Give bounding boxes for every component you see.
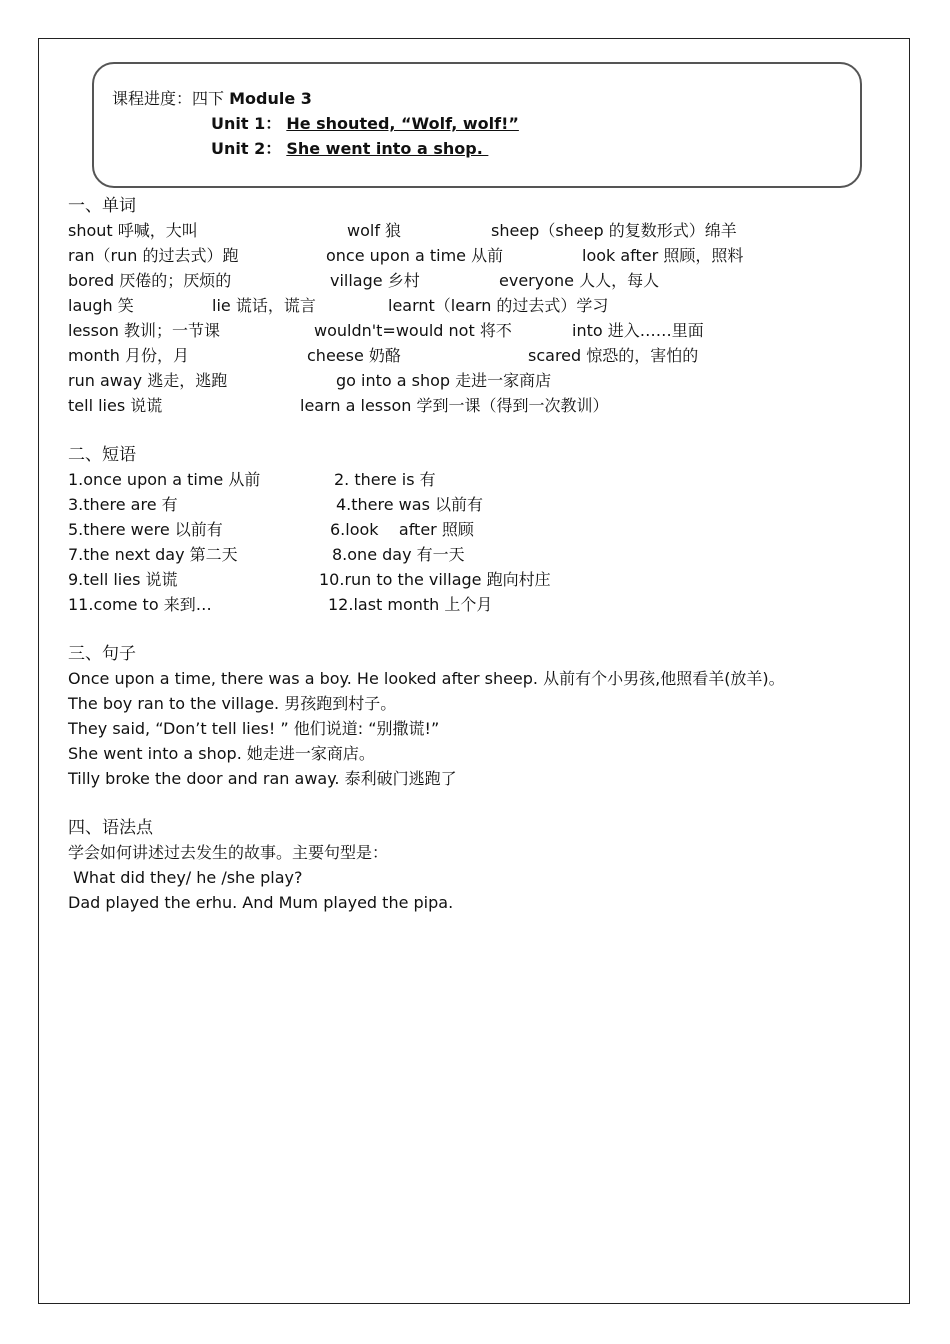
vocab-item: bored 厌倦的；厌烦的 xyxy=(68,271,232,290)
grammar-line: Dad played the erhu. And Mum played the pipa. xyxy=(68,893,454,912)
phrase-item: 1.once upon a time 从前 xyxy=(68,470,261,489)
sentence-line: They said, “Don’t tell lies! ” 他们说道: “别撒谎!” xyxy=(68,719,440,738)
vocab-item: everyone 人人，每人 xyxy=(499,271,660,290)
vocab-item: lie 谎话，谎言 xyxy=(212,296,316,315)
unit2-line xyxy=(211,139,488,159)
unit1-line xyxy=(211,114,519,134)
sentences-heading: 三、句子 xyxy=(68,644,136,664)
phrase-item: 4.there was 以前有 xyxy=(336,495,483,514)
phrase-item: 9.tell lies 说谎 xyxy=(68,570,178,589)
unit2-title: She went into a shop. xyxy=(286,139,489,158)
vocab-item: month 月份，月 xyxy=(68,346,190,365)
vocab-heading: 一、单词 xyxy=(68,196,136,216)
vocab-item: wolf 狼 xyxy=(347,221,402,240)
vocab-item: shout 呼喊，大叫 xyxy=(68,221,198,240)
vocab-item: scared 惊恐的，害怕的 xyxy=(528,346,699,365)
phrase-item: 11.come to 来到… xyxy=(68,595,212,614)
vocab-item: learn a lesson 学到一课（得到一次教训） xyxy=(300,396,609,415)
phrases-heading: 二、短语 xyxy=(68,445,136,465)
progress-label: 课程进度：四下 xyxy=(112,89,225,108)
vocab-item: into 进入……里面 xyxy=(572,321,704,340)
vocab-item: laugh 笑 xyxy=(68,296,134,315)
phrase-item: 6.look after 照顾 xyxy=(330,520,474,539)
module-title: Module 3 xyxy=(229,89,312,108)
phrase-item: 2. there is 有 xyxy=(334,470,436,489)
sentence-line: The boy ran to the village. 男孩跑到村子。 xyxy=(68,694,397,713)
progress-line xyxy=(112,89,312,109)
grammar-line: 学会如何讲述过去发生的故事。主要句型是： xyxy=(68,843,389,862)
unit2-label: Unit 2： xyxy=(211,139,282,158)
vocab-item: lesson 教训；一节课 xyxy=(68,321,220,340)
phrase-item: 12.last month 上个月 xyxy=(328,595,493,614)
phrase-item: 10.run to the village 跑向村庄 xyxy=(319,570,551,589)
vocab-item: go into a shop 走进一家商店 xyxy=(336,371,552,390)
unit1-title: He shouted, “Wolf, wolf!” xyxy=(286,114,519,133)
phrase-item: 7.the next day 第二天 xyxy=(68,545,238,564)
vocab-item: wouldn't=would not 将不 xyxy=(314,321,512,340)
vocab-item: look after 照顾，照料 xyxy=(582,246,744,265)
sentence-line: She went into a shop. 她走进一家商店。 xyxy=(68,744,375,763)
phrase-item: 5.there were 以前有 xyxy=(68,520,223,539)
phrase-item: 3.there are 有 xyxy=(68,495,178,514)
vocab-item: learnt（learn 的过去式）学习 xyxy=(388,296,609,315)
unit1-label: Unit 1： xyxy=(211,114,282,133)
vocab-item: once upon a time 从前 xyxy=(326,246,504,265)
grammar-line: What did they/ he /she play? xyxy=(68,868,303,887)
vocab-item: ran（run 的过去式）跑 xyxy=(68,246,239,265)
phrase-item: 8.one day 有一天 xyxy=(332,545,465,564)
sentence-line: Once upon a time, there was a boy. He looked after sheep. 从前有个小男孩,他照看羊(放羊)。 xyxy=(68,669,785,688)
vocab-item: run away 逃走，逃跑 xyxy=(68,371,228,390)
vocab-item: sheep（sheep 的复数形式）绵羊 xyxy=(491,221,737,240)
vocab-item: tell lies 说谎 xyxy=(68,396,163,415)
grammar-heading: 四、语法点 xyxy=(68,818,153,838)
sentence-line: Tilly broke the door and ran away. 泰利破门逃跑了 xyxy=(68,769,457,788)
vocab-item: village 乡村 xyxy=(330,271,420,290)
vocab-item: cheese 奶酪 xyxy=(307,346,401,365)
